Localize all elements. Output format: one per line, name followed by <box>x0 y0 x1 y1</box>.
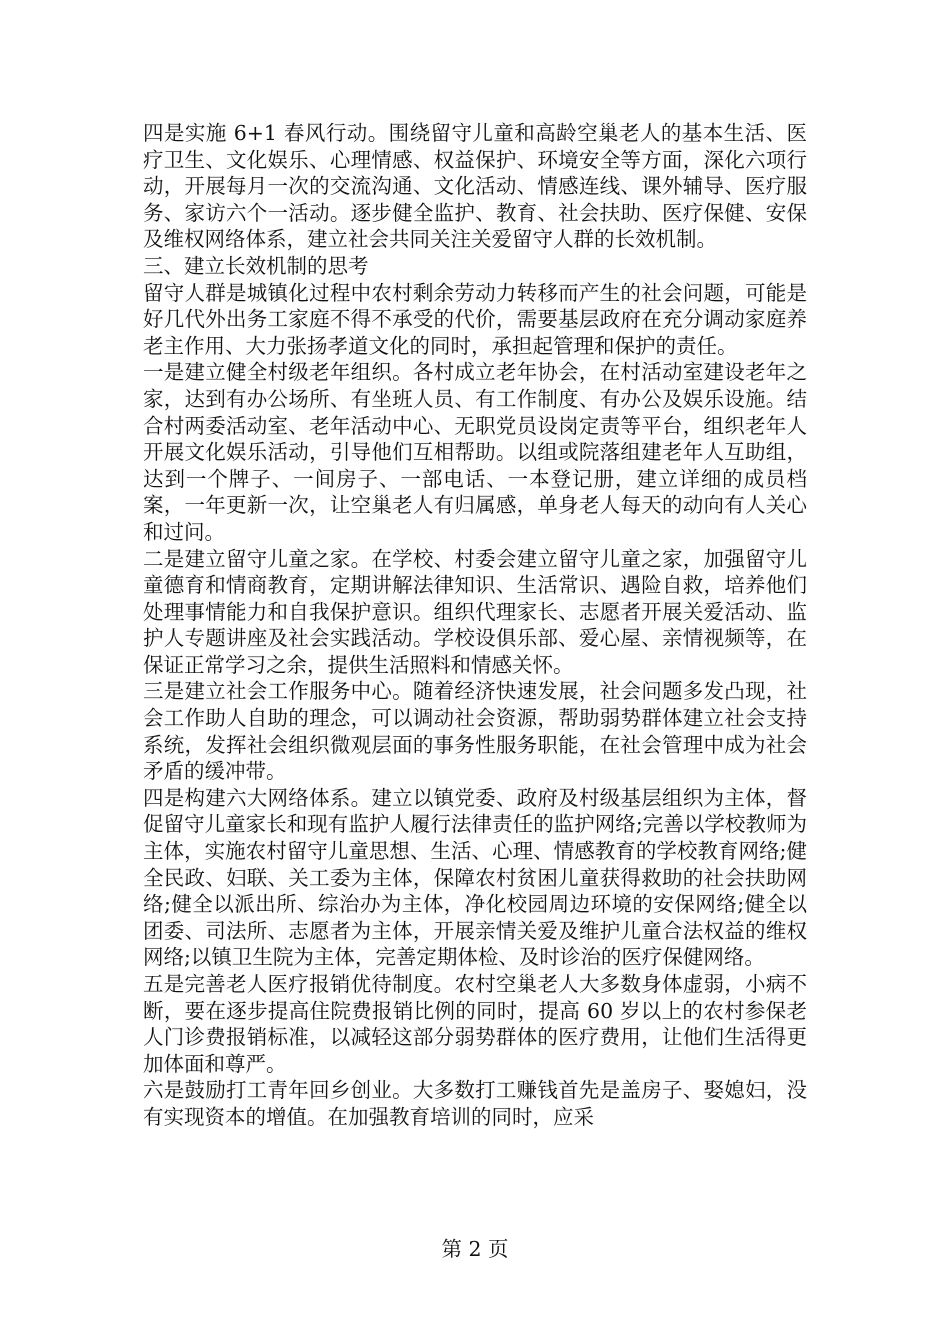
page-number: 第 2 页 <box>441 1237 509 1261</box>
paragraph-youth-entrepreneurship: 六是鼓励打工青年回乡创业。大多数打工赚钱首先是盖房子、娶媳妇，没有实现资本的增值。在加强教育培训的同时，应采 <box>143 1078 807 1129</box>
paragraph-elderly-organization: 一是建立健全村级老年组织。各村成立老年协会，在村活动室建设老年之家，达到有办公场所、有坐班人员、有工作制度、有办公及娱乐设施。结合村两委活动室、老年活动中心、无职党员设岗定责等平台，组织老年人开展文化娱乐活动，引导他们互相帮助。以组或院落组建老年人互助组，达到一个牌子、一间房子、一部电话、一本登记册，建立详细的成员档案，一年更新一次，让空巢老人有归属感，单身老人每天的动向有人关心和过问。 <box>143 360 807 544</box>
document-body <box>143 120 807 1131</box>
paragraph-children-home: 二是建立留守儿童之家。在学校、村委会建立留守儿童之家，加强留守儿童德育和情商教育，定期讲解法律知识、生活常识、遇险自救，培养他们处理事情能力和自我保护意识。组织代理家长、志愿者开展关爱活动、监护人专题讲座及社会实践活动。学校设俱乐部、爱心屋、亲情视频等，在保证正常学习之余，提供生活照料和情感关怀。 <box>143 546 807 677</box>
paragraph-six-networks: 四是构建六大网络体系。建立以镇党委、政府及村级基层组织为主体，督促留守儿童家长和现有监护人履行法律责任的监护网络;完善以学校教师为主体，实施农村留守儿童思想、生活、心理、情感教育的学校教育网络;健全民政、妇联、关工委为主体，保障农村贫困儿童获得救助的社会扶助网络;健全以派出所、综治办为主体，净化校园周边环境的安保网络;健全以团委、司法所、志愿者为主体，开展亲情关爱及维护儿童合法权益的维权网络;以镇卫生院为主体，完善定期体检、及时诊治的医疗保健网络。 <box>143 785 807 970</box>
paragraph-medical-reimbursement: 五是完善老人医疗报销优待制度。农村空巢老人大多数身体虚弱，小病不断，要在逐步提高住院费报销比例的同时，提高 60 岁以上的农村参保老人门诊费报销标准，以减轻这部分弱势群体的医疗费用，让他们生活得更加体面和尊严。 <box>143 972 807 1076</box>
paragraph-spring-breeze-action: 四是实施 6+1 春风行动。围绕留守儿童和高龄空巢老人的基本生活、医疗卫生、文化娱乐、心理情感、权益保护、环境安全等方面，深化六项行动，开展每月一次的交流沟通、文化活动、情感连线、课外辅导、医疗服务、家访六个一活动。逐步健全监护、教育、社会扶助、医疗保健、安保及维权网络体系，建立社会共同关注关爱留守人群的长效机制。 <box>143 121 807 252</box>
section-heading-long-term-mechanism: 三、建立长效机制的思考 <box>143 253 369 278</box>
paragraph-social-work-center: 三是建立社会工作服务中心。随着经济快速发展，社会问题多发凸现，社会工作助人自助的理念，可以调动社会资源，帮助弱势群体建立社会支持系统，发挥社会组织微观层面的事务性服务职能，在社会管理中成为社会矛盾的缓冲带。 <box>143 679 807 784</box>
paragraph-left-behind-population: 留守人群是城镇化过程中农村剩余劳动力转移而产生的社会问题，可能是好几代外出务工家庭不得不承受的代价，需要基层政府在充分调动家庭养老主作用、大力张扬孝道文化的同时，承担起管理和保护的责任。 <box>143 280 807 358</box>
